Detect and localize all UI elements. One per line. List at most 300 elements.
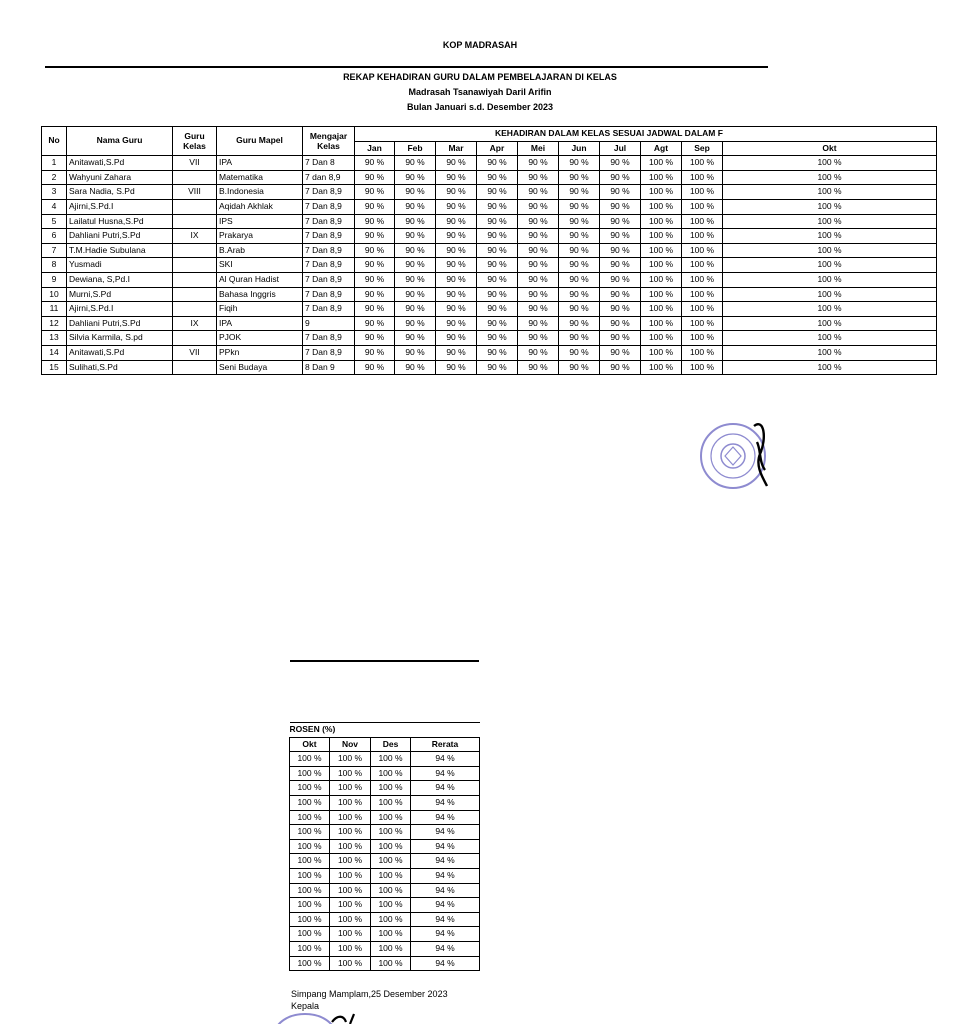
cell-percent: 90 % xyxy=(355,316,395,331)
cell-percent: 90 % xyxy=(395,360,436,375)
cell-percent: 90 % xyxy=(477,185,518,200)
group-header-kehadiran: KEHADIRAN DALAM KELAS SESUAI JADWAL DALAM F xyxy=(355,127,937,142)
month-header: Mei xyxy=(518,141,559,156)
cell-guru-kelas xyxy=(173,214,217,229)
month-header: Mar xyxy=(436,141,477,156)
cell-percent: 100 % xyxy=(641,272,682,287)
cell-no: 5 xyxy=(42,214,67,229)
cell-percent: 100 % xyxy=(290,868,330,883)
cell-percent: 100 % xyxy=(723,345,937,360)
table-row xyxy=(290,795,480,810)
month-header: Jul xyxy=(600,141,641,156)
cell-percent: 100 % xyxy=(330,854,371,869)
cell-percent: 90 % xyxy=(395,331,436,346)
cell-rerata: 94 % xyxy=(411,825,480,840)
cell-no: 11 xyxy=(42,302,67,317)
cell-percent: 90 % xyxy=(518,331,559,346)
cell-percent: 90 % xyxy=(518,170,559,185)
table-row xyxy=(290,898,480,913)
cell-nama: Dahliani Putri,S.Pd xyxy=(67,316,173,331)
official-seal-stamp xyxy=(697,420,768,490)
cell-percent: 100 % xyxy=(682,185,723,200)
signature-block xyxy=(291,988,448,1012)
cell-percent: 90 % xyxy=(559,229,600,244)
cell-mapel: IPA xyxy=(217,156,303,171)
cell-mapel: Aqidah Akhlak xyxy=(217,199,303,214)
cell-percent: 100 % xyxy=(723,185,937,200)
table-row xyxy=(290,781,480,796)
cell-percent: 90 % xyxy=(600,316,641,331)
cell-percent: 100 % xyxy=(723,316,937,331)
cell-mengajar: 7 Dan 8,9 xyxy=(303,302,355,317)
table-row xyxy=(290,941,480,956)
cell-percent: 100 % xyxy=(641,199,682,214)
cell-no: 9 xyxy=(42,272,67,287)
cell-percent: 100 % xyxy=(290,898,330,913)
cell-percent: 90 % xyxy=(559,199,600,214)
cell-percent: 90 % xyxy=(395,243,436,258)
cell-percent: 90 % xyxy=(436,199,477,214)
cell-percent: 90 % xyxy=(518,243,559,258)
cell-percent: 90 % xyxy=(559,302,600,317)
table-row xyxy=(290,825,480,840)
signer-title: Kepala xyxy=(291,1001,320,1011)
cell-percent: 90 % xyxy=(600,185,641,200)
cell-percent: 100 % xyxy=(682,302,723,317)
cell-percent: 90 % xyxy=(355,156,395,171)
cell-percent: 100 % xyxy=(371,898,411,913)
table-row xyxy=(42,229,937,244)
table-row xyxy=(290,912,480,927)
cell-percent: 100 % xyxy=(682,331,723,346)
cell-percent: 100 % xyxy=(330,839,371,854)
cell-guru-kelas xyxy=(173,360,217,375)
place-date: Simpang Mamplam,25 Desember 2023 xyxy=(291,989,448,999)
cell-no: 3 xyxy=(42,185,67,200)
cell-mapel: PJOK xyxy=(217,331,303,346)
cell-percent: 100 % xyxy=(371,854,411,869)
cell-mengajar: 7 Dan 8,9 xyxy=(303,185,355,200)
cell-percent: 90 % xyxy=(518,258,559,273)
cell-percent: 100 % xyxy=(371,941,411,956)
table-row xyxy=(42,243,937,258)
cell-mengajar: 7 Dan 8,9 xyxy=(303,229,355,244)
cell-percent: 100 % xyxy=(371,810,411,825)
table-row xyxy=(42,360,937,375)
cell-rerata: 94 % xyxy=(411,752,480,767)
cell-percent: 90 % xyxy=(518,156,559,171)
cell-percent: 100 % xyxy=(641,360,682,375)
cell-percent: 90 % xyxy=(518,214,559,229)
cell-no: 7 xyxy=(42,243,67,258)
cell-nama: Anitawati,S.Pd xyxy=(67,156,173,171)
cell-percent: 90 % xyxy=(355,170,395,185)
cell-rerata: 94 % xyxy=(411,766,480,781)
cell-percent: 90 % xyxy=(600,302,641,317)
cell-percent: 90 % xyxy=(600,199,641,214)
cell-percent: 90 % xyxy=(559,258,600,273)
title-line-2: Madrasah Tsanawiyah Daril Arifin xyxy=(408,87,552,97)
cell-no: 10 xyxy=(42,287,67,302)
cell-mengajar: 7 Dan 8,9 xyxy=(303,214,355,229)
seal-stamp-bottom xyxy=(272,1012,362,1024)
title-line-3: Bulan Januari s.d. Desember 2023 xyxy=(406,102,554,112)
cell-guru-kelas xyxy=(173,243,217,258)
cell-nama: Ajirni,S.Pd.I xyxy=(67,199,173,214)
month-header: Jan xyxy=(355,141,395,156)
cell-percent: 100 % xyxy=(371,839,411,854)
cell-percent: 90 % xyxy=(436,331,477,346)
table-row xyxy=(290,839,480,854)
col-header-guru-kelas: Guru Kelas xyxy=(173,127,217,156)
cell-no: 4 xyxy=(42,199,67,214)
cell-percent: 90 % xyxy=(436,185,477,200)
cell-percent: 100 % xyxy=(723,156,937,171)
cell-percent: 100 % xyxy=(682,156,723,171)
table-row xyxy=(42,170,937,185)
cell-percent: 100 % xyxy=(330,956,371,971)
cell-percent: 90 % xyxy=(436,287,477,302)
cell-percent: 100 % xyxy=(371,927,411,942)
cell-percent: 100 % xyxy=(330,781,371,796)
cell-no: 6 xyxy=(42,229,67,244)
table-row xyxy=(290,956,480,971)
cell-percent: 90 % xyxy=(395,185,436,200)
cell-mengajar: 7 Dan 8,9 xyxy=(303,243,355,258)
cell-nama: Anitawati,S.Pd xyxy=(67,345,173,360)
cell-percent: 100 % xyxy=(641,287,682,302)
cell-percent: 100 % xyxy=(641,156,682,171)
cell-percent: 90 % xyxy=(436,229,477,244)
cell-percent: 90 % xyxy=(477,345,518,360)
cell-no: 15 xyxy=(42,360,67,375)
cell-guru-kelas xyxy=(173,331,217,346)
cell-percent: 100 % xyxy=(330,868,371,883)
cell-percent: 90 % xyxy=(559,360,600,375)
month-header: Nov xyxy=(330,737,371,752)
cell-mapel: Prakarya xyxy=(217,229,303,244)
cell-percent: 90 % xyxy=(600,229,641,244)
cell-percent: 100 % xyxy=(371,956,411,971)
cell-percent: 90 % xyxy=(355,287,395,302)
cell-percent: 90 % xyxy=(518,272,559,287)
cell-percent: 100 % xyxy=(641,331,682,346)
cell-mengajar: 9 xyxy=(303,316,355,331)
title-line-1: REKAP KEHADIRAN GURU DALAM PEMBELAJARAN DI KELAS xyxy=(343,72,617,82)
cell-rerata: 94 % xyxy=(411,810,480,825)
cell-percent: 90 % xyxy=(600,214,641,229)
table-row xyxy=(290,810,480,825)
cell-percent: 90 % xyxy=(436,243,477,258)
cell-nama: T.M.Hadie Subulana xyxy=(67,243,173,258)
cell-percent: 100 % xyxy=(330,912,371,927)
cell-percent: 90 % xyxy=(559,316,600,331)
cell-rerata: 94 % xyxy=(411,781,480,796)
cell-percent: 90 % xyxy=(395,156,436,171)
table-row xyxy=(42,199,937,214)
cell-percent: 100 % xyxy=(330,766,371,781)
cell-percent: 100 % xyxy=(682,345,723,360)
cell-percent: 90 % xyxy=(355,331,395,346)
signature-rule xyxy=(290,660,479,662)
cell-guru-kelas: VII xyxy=(173,156,217,171)
cell-nama: Yusmadi xyxy=(67,258,173,273)
kop-madrasah: KOP MADRASAH xyxy=(442,40,518,50)
cell-percent: 90 % xyxy=(355,199,395,214)
cell-percent: 100 % xyxy=(290,825,330,840)
cell-percent: 100 % xyxy=(641,229,682,244)
cell-percent: 90 % xyxy=(600,360,641,375)
cell-percent: 100 % xyxy=(371,868,411,883)
table-row xyxy=(42,214,937,229)
cell-percent: 100 % xyxy=(290,839,330,854)
cell-percent: 100 % xyxy=(682,243,723,258)
cell-percent: 90 % xyxy=(436,170,477,185)
cell-percent: 90 % xyxy=(395,214,436,229)
table-row xyxy=(42,345,937,360)
month-header: Sep xyxy=(682,141,723,156)
month-header: Feb xyxy=(395,141,436,156)
cell-percent: 90 % xyxy=(600,170,641,185)
cell-percent: 100 % xyxy=(290,781,330,796)
cell-percent: 100 % xyxy=(682,214,723,229)
cell-mengajar: 7 Dan 8,9 xyxy=(303,199,355,214)
table-row xyxy=(290,927,480,942)
cell-no: 2 xyxy=(42,170,67,185)
cell-mapel: Fiqih xyxy=(217,302,303,317)
cell-percent: 100 % xyxy=(290,766,330,781)
cell-nama: Dahliani Putri,S.Pd xyxy=(67,229,173,244)
cell-nama: Ajirni,S.Pd.I xyxy=(67,302,173,317)
cell-percent: 100 % xyxy=(330,941,371,956)
cell-percent: 100 % xyxy=(290,912,330,927)
cell-rerata: 94 % xyxy=(411,839,480,854)
cell-percent: 90 % xyxy=(436,272,477,287)
cell-percent: 90 % xyxy=(395,302,436,317)
cell-percent: 100 % xyxy=(723,243,937,258)
cell-percent: 100 % xyxy=(682,287,723,302)
cell-no: 12 xyxy=(42,316,67,331)
document-titles xyxy=(0,70,960,115)
cell-percent: 90 % xyxy=(355,272,395,287)
cell-percent: 90 % xyxy=(518,287,559,302)
cell-percent: 90 % xyxy=(355,229,395,244)
cell-percent: 100 % xyxy=(641,345,682,360)
cell-nama: Lailatul Husna,S.Pd xyxy=(67,214,173,229)
cell-percent: 100 % xyxy=(641,302,682,317)
cell-percent: 100 % xyxy=(330,898,371,913)
cell-percent: 100 % xyxy=(682,229,723,244)
cell-percent: 90 % xyxy=(395,229,436,244)
cell-rerata: 94 % xyxy=(411,927,480,942)
cell-percent: 100 % xyxy=(682,272,723,287)
cell-mapel: B.Arab xyxy=(217,243,303,258)
cell-percent: 90 % xyxy=(559,214,600,229)
cell-mapel: PPkn xyxy=(217,345,303,360)
cell-percent: 100 % xyxy=(371,912,411,927)
cell-nama: Dewiana, S,Pd.I xyxy=(67,272,173,287)
cell-mapel: SKI xyxy=(217,258,303,273)
cell-mapel: Matematika xyxy=(217,170,303,185)
cell-percent: 100 % xyxy=(371,781,411,796)
cell-no: 14 xyxy=(42,345,67,360)
cell-percent: 100 % xyxy=(290,810,330,825)
table-row xyxy=(42,185,937,200)
month-header: Apr xyxy=(477,141,518,156)
cell-guru-kelas xyxy=(173,199,217,214)
cell-mengajar: 8 Dan 9 xyxy=(303,360,355,375)
cell-percent: 90 % xyxy=(477,229,518,244)
cell-percent: 100 % xyxy=(641,214,682,229)
cell-percent: 100 % xyxy=(723,170,937,185)
cell-percent: 90 % xyxy=(600,345,641,360)
cell-guru-kelas: VIII xyxy=(173,185,217,200)
cell-percent: 100 % xyxy=(641,316,682,331)
cell-percent: 90 % xyxy=(559,345,600,360)
cell-percent: 90 % xyxy=(600,287,641,302)
cell-percent: 90 % xyxy=(436,302,477,317)
cell-percent: 100 % xyxy=(330,752,371,767)
cell-percent: 90 % xyxy=(477,287,518,302)
cell-percent: 90 % xyxy=(559,170,600,185)
table-row xyxy=(42,258,937,273)
cell-percent: 100 % xyxy=(641,258,682,273)
cell-percent: 100 % xyxy=(723,302,937,317)
cell-percent: 90 % xyxy=(355,214,395,229)
attendance-table-continued xyxy=(289,722,480,971)
month-header: Jun xyxy=(559,141,600,156)
cell-percent: 100 % xyxy=(723,214,937,229)
cell-percent: 100 % xyxy=(371,766,411,781)
cell-percent: 90 % xyxy=(518,185,559,200)
header-rule xyxy=(45,66,768,68)
cell-percent: 100 % xyxy=(290,854,330,869)
cell-percent: 90 % xyxy=(355,243,395,258)
cell-percent: 100 % xyxy=(290,795,330,810)
cell-percent: 90 % xyxy=(477,316,518,331)
cell-percent: 100 % xyxy=(330,810,371,825)
cell-percent: 100 % xyxy=(682,199,723,214)
cell-percent: 100 % xyxy=(330,825,371,840)
cell-mapel: B.Indonesia xyxy=(217,185,303,200)
cell-percent: 90 % xyxy=(477,302,518,317)
cell-percent: 90 % xyxy=(518,316,559,331)
cell-rerata: 94 % xyxy=(411,883,480,898)
cell-percent: 90 % xyxy=(436,258,477,273)
cell-percent: 90 % xyxy=(436,316,477,331)
cell-percent: 90 % xyxy=(395,170,436,185)
table-row xyxy=(290,766,480,781)
cell-percent: 100 % xyxy=(682,170,723,185)
cell-percent: 90 % xyxy=(477,243,518,258)
table-row xyxy=(290,883,480,898)
col-header-nama: Nama Guru xyxy=(67,127,173,156)
table-row xyxy=(42,156,937,171)
cell-percent: 100 % xyxy=(290,927,330,942)
cell-percent: 90 % xyxy=(477,170,518,185)
cell-mengajar: 7 Dan 8,9 xyxy=(303,272,355,287)
cell-mengajar: 7 Dan 8,9 xyxy=(303,331,355,346)
cell-percent: 90 % xyxy=(559,156,600,171)
cell-rerata: 94 % xyxy=(411,912,480,927)
cell-mapel: Bahasa Inggris xyxy=(217,287,303,302)
cell-percent: 90 % xyxy=(559,331,600,346)
cell-percent: 100 % xyxy=(641,185,682,200)
cell-percent: 100 % xyxy=(290,752,330,767)
cell-percent: 90 % xyxy=(477,331,518,346)
cell-percent: 100 % xyxy=(330,883,371,898)
cell-percent: 90 % xyxy=(355,302,395,317)
col-header-no: No xyxy=(42,127,67,156)
cell-nama: Silvia Karmila, S.pd xyxy=(67,331,173,346)
cell-percent: 90 % xyxy=(518,360,559,375)
cell-percent: 90 % xyxy=(436,156,477,171)
cell-percent: 100 % xyxy=(371,795,411,810)
cell-percent: 90 % xyxy=(518,229,559,244)
cell-guru-kelas: IX xyxy=(173,229,217,244)
cell-percent: 100 % xyxy=(723,199,937,214)
cell-percent: 90 % xyxy=(395,345,436,360)
cell-percent: 90 % xyxy=(477,258,518,273)
cell-mengajar: 7 Dan 8,9 xyxy=(303,287,355,302)
cell-percent: 90 % xyxy=(477,199,518,214)
cell-percent: 100 % xyxy=(290,956,330,971)
cell-percent: 100 % xyxy=(682,360,723,375)
cell-percent: 90 % xyxy=(355,258,395,273)
cell-mapel: Seni Budaya xyxy=(217,360,303,375)
cell-percent: 90 % xyxy=(355,345,395,360)
table-row xyxy=(42,287,937,302)
month-header: Rerata xyxy=(411,737,480,752)
cell-guru-kelas xyxy=(173,258,217,273)
cell-percent: 100 % xyxy=(723,287,937,302)
cell-mengajar: 7 Dan 8,9 xyxy=(303,345,355,360)
attendance-table xyxy=(41,126,937,375)
cell-no: 1 xyxy=(42,156,67,171)
cell-percent: 90 % xyxy=(559,287,600,302)
cell-percent: 90 % xyxy=(436,214,477,229)
cell-percent: 100 % xyxy=(290,883,330,898)
month-header: Okt xyxy=(290,737,330,752)
cell-percent: 100 % xyxy=(371,883,411,898)
cell-percent: 100 % xyxy=(371,752,411,767)
cell-percent: 90 % xyxy=(600,272,641,287)
cell-nama: Sara Nadia, S.Pd xyxy=(67,185,173,200)
cell-rerata: 94 % xyxy=(411,868,480,883)
cell-percent: 90 % xyxy=(518,302,559,317)
cell-percent: 100 % xyxy=(330,795,371,810)
cell-percent: 100 % xyxy=(330,927,371,942)
cell-guru-kelas xyxy=(173,302,217,317)
cell-percent: 100 % xyxy=(641,170,682,185)
cell-percent: 90 % xyxy=(355,360,395,375)
cell-guru-kelas xyxy=(173,287,217,302)
cell-rerata: 94 % xyxy=(411,854,480,869)
cell-percent: 100 % xyxy=(682,316,723,331)
cell-rerata: 94 % xyxy=(411,795,480,810)
cell-mengajar: 7 Dan 8,9 xyxy=(303,258,355,273)
cell-nama: Murni,S.Pd xyxy=(67,287,173,302)
cell-mapel: Al Quran Hadist xyxy=(217,272,303,287)
cell-percent: 100 % xyxy=(371,825,411,840)
cell-percent: 90 % xyxy=(395,287,436,302)
cell-rerata: 94 % xyxy=(411,898,480,913)
table-row xyxy=(290,854,480,869)
cell-mapel: IPA xyxy=(217,316,303,331)
cell-percent: 100 % xyxy=(682,258,723,273)
cell-percent: 100 % xyxy=(641,243,682,258)
cell-mapel: IPS xyxy=(217,214,303,229)
